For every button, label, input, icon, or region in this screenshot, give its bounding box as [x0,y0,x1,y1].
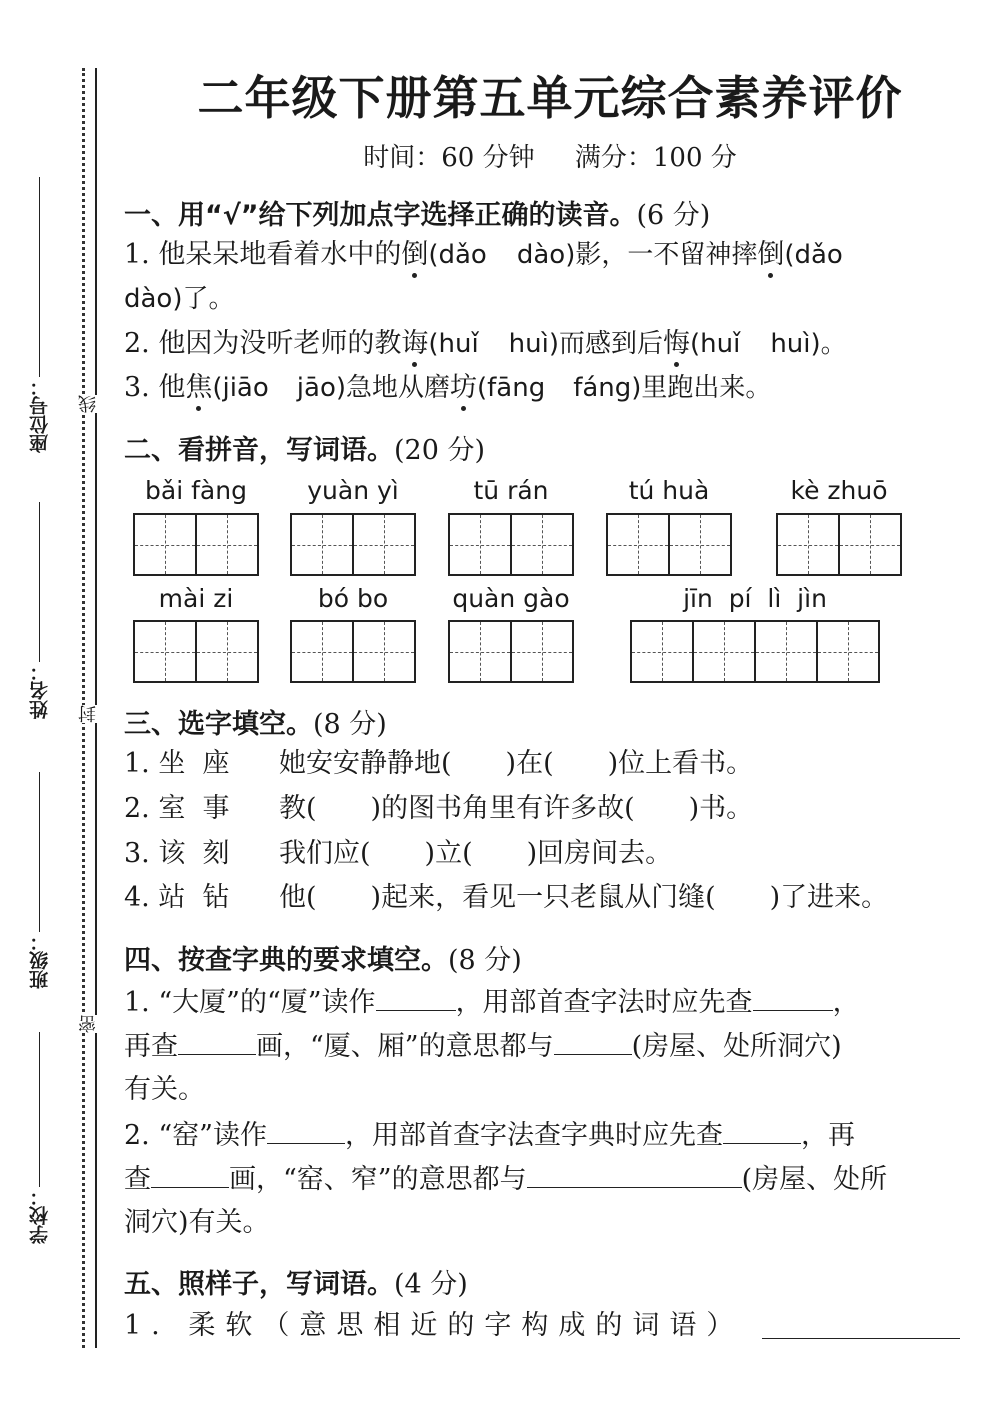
s1-q3-option-b[interactable]: jāo)急地从磨 [296,373,450,403]
s1-q3-dotted-char-1: 焦 [185,370,212,406]
s4-q2-text: 洞穴)有关。 [124,1207,270,1238]
section-5-points: (4 分) [394,1269,468,1300]
s4-q1-line-3 [124,1072,205,1108]
s3-sentence[interactable]: 教( )的图书角里有许多故( )书。 [279,793,754,824]
s4-q2-text: ，再 [800,1120,855,1151]
seat-number-field[interactable] [26,175,52,453]
section-5-heading [124,1262,468,1301]
s1-q1-dotted-char-2: 倒 [757,237,784,273]
s4-q1-text: ，用部首查字法时应先查 [455,987,753,1018]
s5-answer-blank[interactable] [762,1338,960,1339]
pinyin-label: bǎi fàng [145,476,247,505]
s1-q1-text-a: 1. 他呆呆地看着水中的 [124,239,402,270]
s1-q2-option-d[interactable]: huì)。 [770,329,847,359]
s4-q1-line-2 [124,1028,842,1065]
answer-blank[interactable] [723,1117,801,1144]
s4-q2-line-3 [124,1205,270,1241]
pinyin-label: yuàn yì [307,476,399,505]
s3-item [124,791,753,827]
s1-q2-option-a[interactable]: (huǐ [428,329,479,359]
s4-q2-text: 2. “窑”读作 [124,1120,267,1151]
seal-char-line: 线 [78,395,99,413]
section-2-heading [124,428,485,467]
s3-sentence[interactable]: 她安安静静地( )在( )位上看书。 [279,748,754,779]
s4-q1-text: ， [832,987,860,1018]
s4-q1-text: 有关。 [124,1074,205,1105]
section-3-heading [124,702,387,741]
name-blank[interactable] [39,502,40,662]
seat-number-blank[interactable] [39,177,40,377]
section-4-heading [124,938,522,977]
s4-q2-text: 查 [124,1164,151,1195]
seal-char-secret: 密 [78,1015,99,1033]
writing-grid[interactable] [133,620,259,683]
exam-info [110,137,990,174]
s1-question-1-cont [124,281,235,317]
section-3-title: 三、选字填空。 [124,709,313,740]
s4-q2-text: (房屋、处所 [741,1164,888,1195]
writing-grid[interactable] [776,513,902,576]
s4-q2-text: 画，“窑、窄”的意思都与 [229,1164,527,1195]
answer-blank[interactable] [376,984,456,1011]
class-blank[interactable] [39,772,40,932]
pinyin-label: bó bo [317,584,389,613]
answer-blank[interactable] [267,1117,345,1144]
s3-choice-chars: 4. 站 钻 [124,882,230,913]
section-1-title: 一、用“√”给下列加点字选择正确的读音。 [124,200,637,231]
name-label: 姓名： [28,662,51,719]
answer-blank[interactable] [753,984,833,1011]
s1-q3-text-a: 3. 他 [124,372,186,403]
class-field[interactable] [26,770,52,989]
school-field[interactable] [26,1030,52,1244]
s4-q1-text: 1. “大厦”的“厦”读作 [124,987,376,1018]
writing-grid[interactable] [606,513,732,576]
answer-blank[interactable] [178,1028,256,1055]
pinyin-label: jīn pí lì jìn [683,584,827,613]
s4-q1-line-1 [124,984,860,1021]
s1-q1-option-d[interactable]: dào)了。 [124,284,235,314]
seat-number-label: 座位号： [28,377,51,453]
s3-choice-chars: 3. 该 刻 [124,838,230,869]
seal-char-seal: 封 [78,705,99,723]
school-blank[interactable] [39,1032,40,1187]
s3-sentence[interactable]: 我们应( )立( )回房间去。 [279,838,673,869]
s3-item [124,836,672,872]
s1-q3-option-c[interactable]: (fāng [477,373,546,403]
s1-q3-option-a[interactable]: (jiāo [212,373,269,403]
section-4-title: 四、按查字典的要求填空。 [124,945,448,976]
s1-q2-text-a: 2. 他因为没听老师的教 [124,328,402,359]
pinyin-label: tú huà [628,476,710,505]
s3-item [124,746,753,782]
s1-question-3 [124,370,771,406]
s3-item [124,880,888,916]
writing-grid[interactable] [290,620,416,683]
answer-blank[interactable] [151,1161,229,1188]
s1-q3-dotted-char-2: 坊 [450,370,477,406]
exam-time: 时间：60 分钟 [363,143,535,173]
answer-blank[interactable] [527,1161,742,1188]
writing-grid-4[interactable] [630,620,880,683]
s1-q1-option-b[interactable]: dào)影，一不留神摔 [516,240,758,270]
s4-q1-text: 再查 [124,1031,178,1062]
writing-grid[interactable] [448,513,574,576]
s1-q2-option-b[interactable]: huì)而感到后 [508,329,663,359]
s3-choice-chars: 2. 室 事 [124,793,230,824]
s3-choice-chars: 1. 坐 座 [124,748,230,779]
s1-q2-dotted-char-2: 悔 [663,326,690,362]
section-4-points: (8 分) [448,945,522,976]
page-title: 二年级下册第五单元综合素养评价 [197,71,903,125]
pinyin-label: tū rán [473,476,549,505]
s1-q1-option-a[interactable]: (dǎo [428,240,487,270]
s1-q3-option-d[interactable]: fáng)里跑出来。 [573,373,772,403]
section-1-points: (6 分) [636,200,711,231]
s5-question-1: 1. 柔软（意思相近的字构成的词语） [124,1310,744,1341]
s1-question-1 [124,237,843,273]
name-field[interactable] [26,500,52,719]
section-3-points: (8 分) [313,709,387,740]
s1-question-2 [124,326,847,362]
answer-blank[interactable] [554,1028,632,1055]
class-label: 班级： [28,932,51,989]
s1-q2-dotted-char-1: 诲 [401,326,428,362]
s4-q2-line-2 [124,1161,887,1198]
s4-q2-line-1 [124,1117,855,1154]
s1-q1-dotted-char-1: 倒 [401,237,428,273]
writing-grid[interactable] [448,620,574,683]
s4-q1-text: 画，“厦、厢”的意思都与 [256,1031,554,1062]
writing-grid[interactable] [290,513,416,576]
pinyin-label: quàn gào [452,584,570,613]
pinyin-label: mài zi [158,584,234,613]
s1-q2-option-c[interactable]: (huǐ [690,329,741,359]
s4-q2-text: ，用部首查字法查字典时应先查 [344,1120,723,1151]
s1-q1-option-c[interactable]: (dǎo [784,240,843,270]
school-label: 学校： [28,1187,51,1244]
section-2-title: 二、看拼音，写词语。 [124,435,394,466]
section-2-points: (20 分) [394,435,486,466]
writing-grid[interactable] [133,513,259,576]
s3-sentence[interactable]: 他( )起来，看见一只老鼠从门缝( )了进来。 [279,882,889,913]
section-1-heading [124,193,710,232]
section-5-title: 五、照样子，写词语。 [124,1269,394,1300]
exam-full-score: 满分：100 分 [574,143,737,173]
pinyin-label: kè zhuō [790,476,888,505]
s4-q1-text: (房屋、处所洞穴) [631,1031,842,1062]
